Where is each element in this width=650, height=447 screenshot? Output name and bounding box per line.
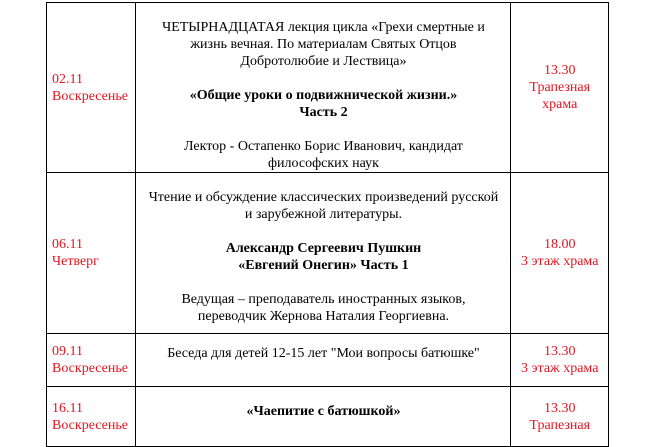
date-cell [47,387,136,447]
event-intro-line: жизнь вечная. По материалам Святых Отцов [190,37,457,52]
date-cell [47,334,136,387]
event-title-line: Александр Сергеевич Пушкин [225,241,422,256]
event-intro-line: Беседа для детей 12-15 лет "Мои вопросы батюшке" [167,346,480,361]
event-presenter-line: философских наук [267,156,379,171]
event-intro-line: ЧЕТЫРНАДЦАТАЯ лекция цикла «Грехи смертные и [162,20,485,35]
date-cell [47,173,136,334]
event-weekday: Воскресенье [52,418,128,433]
event-cell [136,173,511,334]
event-time: 13.30 [543,63,576,78]
place-cell [511,173,609,334]
event-intro-line: Чтение и обсуждение классических произведений русской [148,190,499,205]
place-cell [511,387,609,447]
event-date: 16.11 [52,401,83,416]
schedule-table [46,2,609,447]
event-weekday: Воскресенье [52,361,128,376]
event-presenter-line: Лектор - Остапенко Борис Иванович, кандидат [184,139,463,154]
event-place-line: храма [542,97,578,112]
event-weekday: Воскресенье [52,88,128,104]
event-time: 13.30 [543,344,576,359]
event-title-line: «Общие уроки о подвижнической жизни.» [189,88,458,103]
event-title-line: «Евгений Онегин» Часть 1 [238,258,409,273]
event-presenter-line: Ведущая – преподаватель иностранных языков, [181,292,466,307]
event-cell [136,387,511,447]
event-title-line: «Чаепитие с батюшкой» [246,404,401,419]
event-place-line: Трапезная [529,80,591,95]
place-cell [511,334,609,387]
event-intro-line: Добротолюбие и Лествица» [240,54,407,69]
event-date: 06.11 [52,237,83,252]
event-title-line: Часть 2 [299,105,348,120]
date-cell [47,3,136,173]
place-cell [511,3,609,173]
event-time: 18.00 [543,237,576,252]
event-cell [136,334,511,387]
table-row [47,3,609,173]
event-presenter-line: переводчик Жернова Наталия Георгиевна. [197,309,450,324]
table-row [47,334,609,387]
event-date: 02.11 [52,71,83,87]
event-place-line: Трапезная [529,418,591,433]
table-row [47,387,609,447]
event-time: 13.30 [543,401,576,416]
event-place-line: 3 этаж храма [521,361,599,376]
table-row [47,173,609,334]
event-date: 09.11 [52,344,83,359]
event-intro-line: и зарубежной литературы. [244,207,403,222]
event-place-line: 3 этаж храма [521,254,599,269]
event-cell [136,3,511,173]
event-weekday: Четверг [52,254,99,269]
